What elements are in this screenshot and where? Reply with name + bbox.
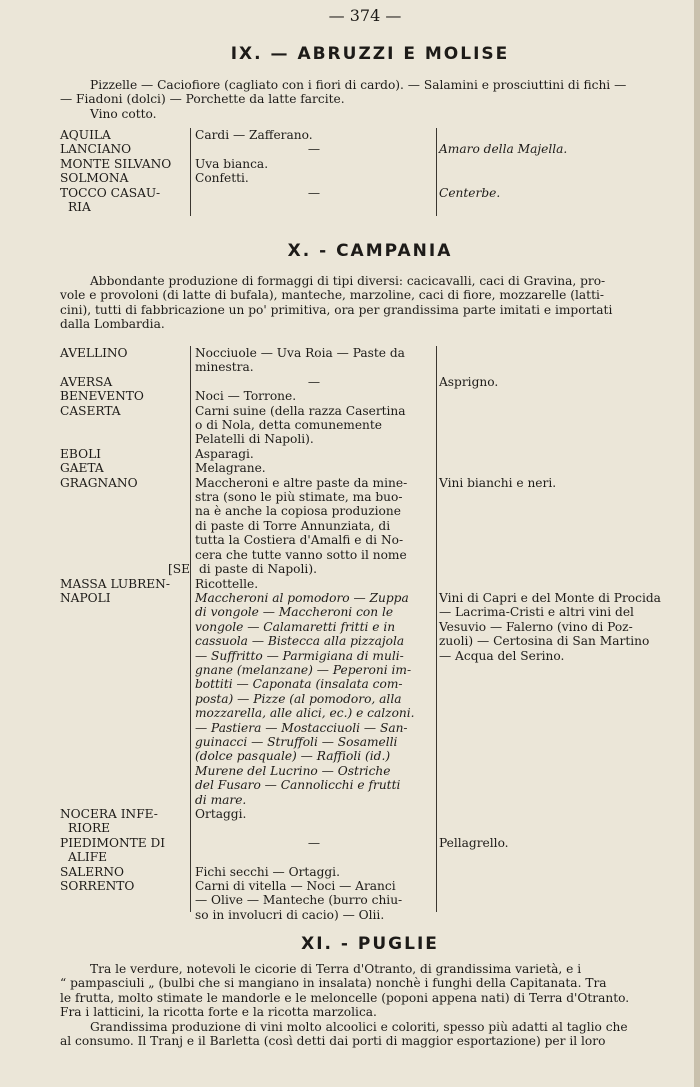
drink-cell bbox=[433, 893, 680, 907]
place-name: TOCCO CASAU- bbox=[60, 185, 161, 200]
table-row bbox=[60, 186, 680, 200]
table-row bbox=[60, 200, 680, 214]
section-title-campania: X. - CAMPANIA bbox=[287, 241, 453, 261]
food-cell: posta) — Pizze (al pomodoro, alla bbox=[195, 691, 402, 706]
campania-table bbox=[60, 346, 680, 922]
drink-cell bbox=[433, 504, 680, 518]
food-cell: vongole — Calamaretti fritti e in bbox=[195, 619, 396, 634]
drink-cell bbox=[433, 735, 680, 749]
table-row bbox=[60, 620, 680, 634]
campania-intro-line: cini), tutti di fabbricazione un po' primitiva, ora per grandissima parte imitati e importati bbox=[60, 302, 613, 317]
place-name bbox=[60, 432, 190, 446]
place-name bbox=[60, 793, 190, 807]
food-cell: — bbox=[307, 374, 321, 389]
table-row bbox=[60, 663, 680, 677]
place-name: GAETA bbox=[60, 461, 104, 476]
table-row bbox=[60, 908, 680, 922]
place-name bbox=[60, 360, 190, 374]
place-name: SOLMONA bbox=[60, 171, 129, 186]
table-row bbox=[60, 432, 680, 446]
table-row bbox=[60, 591, 680, 605]
drink-cell: zuoli) — Certosina di San Martino bbox=[439, 634, 650, 649]
table-row bbox=[60, 447, 680, 461]
table-row bbox=[60, 821, 680, 835]
food-cell bbox=[198, 821, 441, 835]
section-title-abruzzi: IX. — ABRUZZI E MOLISE bbox=[230, 44, 510, 64]
drink-cell: — Acqua del Serino. bbox=[439, 648, 565, 663]
food-cell: gnane (melanzane) — Peperoni im- bbox=[195, 662, 412, 677]
place-name bbox=[60, 706, 190, 720]
place-name bbox=[60, 504, 190, 518]
puglie-intro bbox=[60, 962, 678, 1048]
food-cell: Ortaggi. bbox=[195, 807, 247, 821]
table-row bbox=[60, 807, 680, 821]
place-name bbox=[60, 677, 190, 691]
food-cell: Nocciuole — Uva Roia — Paste da bbox=[195, 346, 405, 360]
table-row bbox=[60, 836, 680, 850]
place-name: AVERSA bbox=[60, 374, 113, 389]
food-cell bbox=[198, 200, 441, 214]
table-row bbox=[60, 577, 680, 591]
drink-cell: Amaro della Majella. bbox=[439, 142, 568, 157]
abruzzi-intro-line: Pizzelle — Caciofiore (cagliato con i fiori di cardo). — Salamini e prosciuttini di fichi — bbox=[90, 78, 627, 92]
table-row bbox=[60, 461, 680, 475]
puglie-intro-line: le frutta, molto stimate le mandorle e le meloncelle (poponi appena nati) di Terra d'Otranto. bbox=[60, 990, 630, 1005]
campania-intro-line: Abbondante produzione di formaggi di tipi diversi: cacicavalli, caci di Gravina, pro- bbox=[90, 274, 606, 288]
drink-cell bbox=[433, 577, 680, 591]
drink-cell bbox=[433, 519, 680, 533]
food-cell: o di Nola, detta comunemente bbox=[195, 418, 383, 433]
place-name bbox=[60, 634, 190, 648]
drink-cell bbox=[433, 447, 680, 461]
drink-cell bbox=[441, 200, 680, 214]
table-row bbox=[60, 533, 680, 547]
place-name bbox=[60, 692, 190, 706]
table-row bbox=[60, 476, 680, 490]
food-cell: di paste di Napoli). bbox=[199, 562, 317, 577]
drink-cell bbox=[433, 404, 680, 418]
drink-cell bbox=[441, 821, 680, 835]
drink-cell bbox=[437, 562, 680, 576]
table-row bbox=[60, 778, 680, 792]
drink-cell bbox=[433, 346, 680, 360]
drink-cell: Centerbe. bbox=[439, 185, 501, 200]
table-row bbox=[60, 375, 680, 389]
table-row bbox=[60, 418, 680, 432]
place-name bbox=[60, 778, 190, 792]
puglie-intro-line: Grandissima produzione di vini molto alcoolici e coloriti, spesso più adatti al taglio che bbox=[90, 1019, 628, 1034]
table-row bbox=[60, 142, 680, 156]
drink-cell bbox=[433, 128, 680, 142]
food-cell: (dolce pasquale) — Raffioli (id.) bbox=[195, 749, 391, 764]
food-cell: del Fusaro — Cannolicchi e frutti bbox=[195, 778, 401, 793]
place-name: MONTE SILVANO bbox=[60, 156, 172, 171]
table-row bbox=[60, 346, 680, 360]
place-name bbox=[60, 893, 190, 907]
drink-cell bbox=[433, 418, 680, 432]
drink-cell: Pellagrello. bbox=[439, 835, 509, 850]
food-cell: stra (sono le più stimate, ma buo- bbox=[195, 490, 403, 505]
food-cell: di paste di Torre Annunziata, di bbox=[195, 518, 391, 533]
section-title-puglie: XI. - PUGLIE bbox=[301, 934, 439, 954]
place-name: MASSA LUBREN- bbox=[60, 576, 170, 591]
place-name: NOCERA INFE- bbox=[60, 807, 158, 821]
table-row bbox=[60, 793, 680, 807]
food-cell: tutta la Costiera d'Amalfi e di No- bbox=[195, 533, 404, 548]
drink-cell bbox=[433, 533, 680, 547]
place-name: SALERNO bbox=[60, 864, 124, 879]
food-cell: Ricottelle. bbox=[195, 576, 259, 591]
table-row bbox=[60, 764, 680, 778]
table-row bbox=[60, 519, 680, 533]
table-row bbox=[60, 692, 680, 706]
food-cell: Pelatelli di Napoli). bbox=[195, 432, 314, 447]
food-cell: so in involucri di cacio) — Olii. bbox=[195, 907, 385, 922]
food-cell: Cardi — Zafferano. bbox=[195, 128, 313, 142]
table-row bbox=[60, 721, 680, 735]
food-cell: Murene del Lucrino — Ostriche bbox=[195, 763, 391, 778]
food-cell: Asparagi. bbox=[195, 446, 254, 461]
table-row bbox=[60, 879, 680, 893]
drink-cell bbox=[433, 721, 680, 735]
campania-intro bbox=[60, 274, 678, 332]
food-cell: Carni suine (della razza Casertina bbox=[195, 403, 406, 418]
place-name: RIA bbox=[68, 200, 91, 215]
food-cell: na è anche la copiosa produzione bbox=[195, 504, 401, 519]
food-cell: — bbox=[307, 142, 321, 157]
food-cell: mozzarella, alle alici, ec.) e calzoni. bbox=[195, 706, 415, 721]
abruzzi-intro bbox=[60, 78, 678, 121]
place-name: AQUILA bbox=[60, 128, 111, 142]
food-cell: Confetti. bbox=[195, 171, 249, 186]
food-cell: di vongole — Maccheroni con le bbox=[195, 605, 394, 620]
food-cell: Noci — Torrone. bbox=[195, 389, 297, 404]
food-cell: Maccheroni e altre paste da mine- bbox=[195, 475, 408, 490]
drink-cell bbox=[433, 548, 680, 562]
food-cell: Carni di vitella — Noci — Aranci bbox=[195, 879, 396, 894]
food-cell: — Olive — Manteche (burro chiu- bbox=[195, 893, 403, 908]
campania-intro-line: dalla Lombardia. bbox=[60, 317, 165, 332]
food-cell: — Pastiera — Mostacciuoli — San- bbox=[195, 720, 408, 735]
place-name bbox=[60, 620, 190, 634]
place-name bbox=[60, 418, 190, 432]
drink-cell bbox=[433, 865, 680, 879]
campania-intro-line: vole e provoloni (di latte di bufala), manteche, marzoline, caci di fiore, mozzarelle (latti- bbox=[60, 288, 604, 303]
drink-cell bbox=[433, 778, 680, 792]
place-name bbox=[60, 519, 190, 533]
food-cell: bottiti — Caponata (insalata com- bbox=[195, 677, 403, 692]
drink-cell bbox=[433, 171, 680, 185]
puglie-intro-line: Tra le verdure, notevoli le cicorie di Terra d'Otranto, di grandissima varietà, e i bbox=[90, 962, 582, 976]
drink-cell: Vini di Capri e del Monte di Procida bbox=[439, 590, 661, 605]
drink-cell bbox=[433, 764, 680, 778]
place-name bbox=[60, 735, 190, 749]
drink-cell bbox=[441, 850, 680, 864]
table-row bbox=[60, 706, 680, 720]
place-name bbox=[60, 721, 190, 735]
abruzzi-intro-line: Vino cotto. bbox=[90, 106, 157, 121]
drink-cell bbox=[433, 706, 680, 720]
drink-cell: Vesuvio — Falerno (vino di Poz- bbox=[439, 619, 633, 634]
drink-cell bbox=[433, 879, 680, 893]
table-row bbox=[60, 850, 680, 864]
drink-cell bbox=[433, 157, 680, 171]
food-cell: cassuola — Bistecca alla pizzajola bbox=[195, 634, 405, 649]
food-cell: Melagrane. bbox=[195, 461, 266, 476]
place-name bbox=[60, 649, 190, 663]
place-name: AVELLINO bbox=[60, 346, 128, 360]
table-row bbox=[60, 490, 680, 504]
place-name: CASERTA bbox=[60, 403, 121, 418]
place-name bbox=[60, 749, 190, 763]
abruzzi-table bbox=[60, 128, 680, 214]
puglie-intro-line: Fra i latticini, la ricotta forte e la ricotta marzolica. bbox=[60, 1005, 377, 1020]
place-name bbox=[60, 490, 190, 504]
place-name bbox=[60, 764, 190, 778]
place-name bbox=[60, 533, 190, 547]
food-cell: — bbox=[307, 185, 321, 200]
abruzzi-intro-line: — Fiadoni (dolci) — Porchette da latte farcite. bbox=[60, 92, 345, 107]
drink-cell bbox=[433, 461, 680, 475]
place-name: SORRENTO bbox=[60, 879, 135, 894]
place-name: GRAGNANO bbox=[60, 475, 138, 490]
table-row bbox=[60, 548, 680, 562]
place-name bbox=[60, 605, 190, 619]
place-name bbox=[60, 548, 190, 562]
drink-cell: Asprigno. bbox=[439, 374, 499, 389]
table-row bbox=[60, 504, 680, 518]
place-name: [SE bbox=[167, 562, 190, 577]
food-cell: di mare. bbox=[195, 792, 247, 807]
food-cell: — Suffritto — Parmigiana di muli- bbox=[195, 648, 404, 663]
place-name: LANCIANO bbox=[60, 142, 132, 157]
drink-cell bbox=[433, 360, 680, 374]
table-row bbox=[60, 677, 680, 691]
drink-cell bbox=[433, 807, 680, 821]
drink-cell: — Lacrima-Cristi e altri vini del bbox=[439, 605, 634, 620]
place-name: BENEVENTO bbox=[60, 389, 144, 404]
drink-cell bbox=[433, 908, 680, 922]
table-row bbox=[60, 605, 680, 619]
table-row bbox=[60, 865, 680, 879]
food-cell: cera che tutte vanno sotto il nome bbox=[195, 547, 407, 562]
place-name bbox=[60, 663, 190, 677]
table-row bbox=[60, 128, 680, 142]
table-row bbox=[60, 634, 680, 648]
table-row bbox=[60, 893, 680, 907]
place-name bbox=[60, 908, 190, 922]
drink-cell bbox=[433, 749, 680, 763]
food-cell: Uva bianca. bbox=[195, 156, 269, 171]
table-row bbox=[60, 157, 680, 171]
food-cell bbox=[198, 850, 441, 864]
drink-cell bbox=[433, 663, 680, 677]
page-number: — 374 — bbox=[328, 6, 402, 25]
table-row bbox=[60, 562, 680, 576]
place-name: RIORE bbox=[68, 821, 111, 836]
table-row bbox=[60, 404, 680, 418]
drink-cell bbox=[433, 432, 680, 446]
food-cell: — bbox=[307, 835, 321, 850]
drink-cell: Vini bianchi e neri. bbox=[439, 475, 557, 490]
table-row bbox=[60, 360, 680, 374]
table-row bbox=[60, 389, 680, 403]
food-cell: Fichi secchi — Ortaggi. bbox=[195, 864, 340, 879]
place-name: ALIFE bbox=[68, 850, 108, 865]
drink-cell bbox=[433, 793, 680, 807]
table-row bbox=[60, 649, 680, 663]
table-row bbox=[60, 735, 680, 749]
drink-cell bbox=[433, 490, 680, 504]
place-name: PIEDIMONTE DI bbox=[60, 835, 166, 850]
place-name: EBOLI bbox=[60, 446, 101, 461]
puglie-intro-line: al consumo. Il Tranj e il Barletta (così detti dai porti di maggior esportazione) per il loro bbox=[60, 1034, 606, 1049]
drink-cell bbox=[433, 389, 680, 403]
page-edge-shadow bbox=[694, 0, 700, 1087]
place-name: NAPOLI bbox=[60, 590, 111, 605]
food-cell: guinacci — Struffoli — Sosamelli bbox=[195, 734, 398, 749]
food-cell: Maccheroni al pomodoro — Zuppa bbox=[195, 590, 409, 605]
drink-cell bbox=[433, 692, 680, 706]
puglie-intro-line: “ pampasciuli „ (bulbi che si mangiano in insalata) nonchè i funghi della Capitanata. Tra bbox=[60, 976, 607, 991]
table-row bbox=[60, 171, 680, 185]
table-row bbox=[60, 749, 680, 763]
food-cell: minestra. bbox=[195, 360, 254, 375]
drink-cell bbox=[433, 677, 680, 691]
